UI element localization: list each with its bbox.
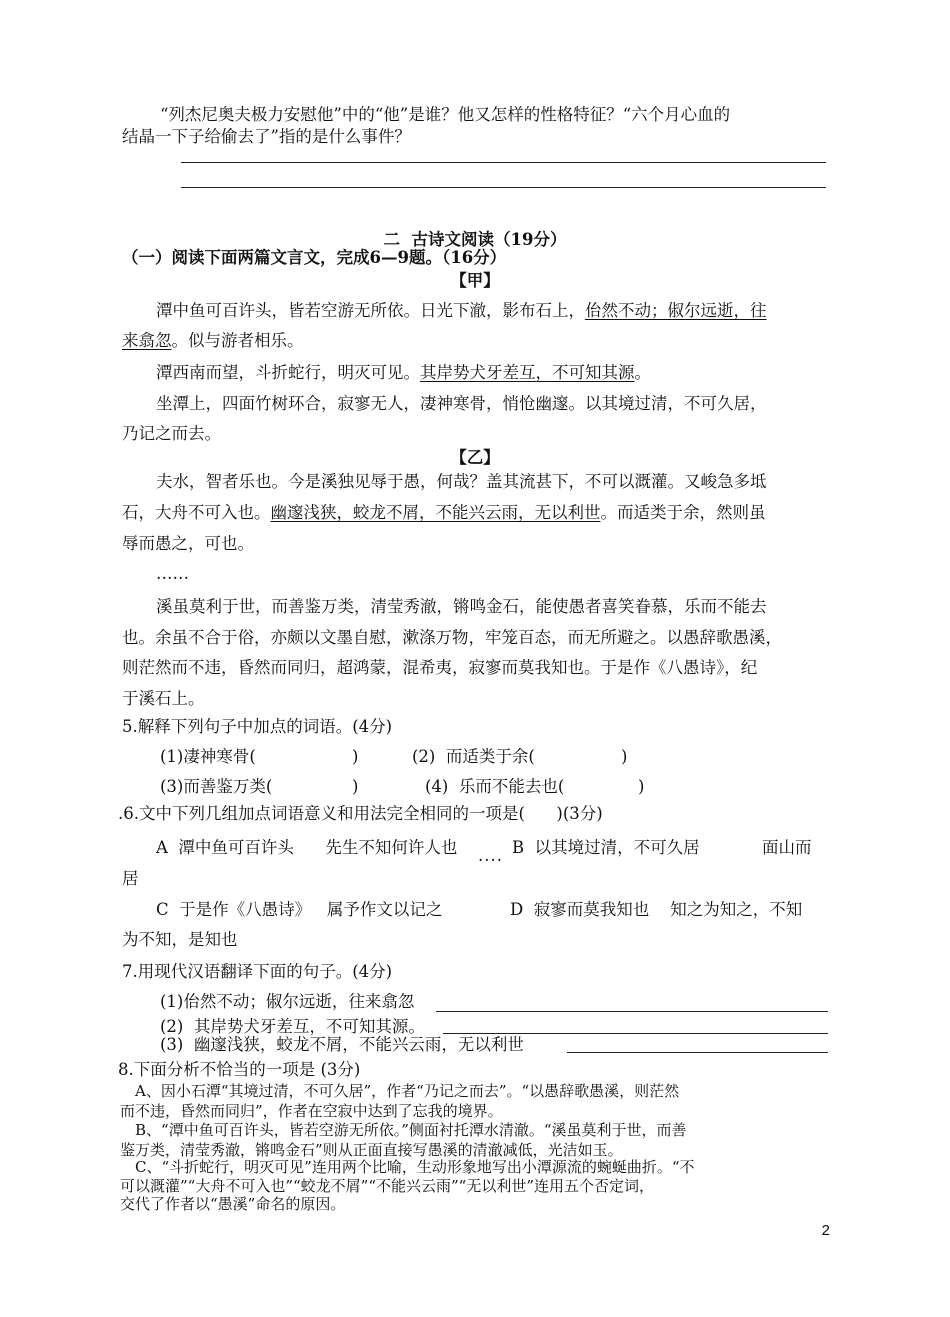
q8-option-c-line3: 交代了作者以“愚溪”命名的原因。 — [120, 1195, 346, 1213]
part-heading: （一）阅读下面两篇文言文，完成6—9题。（16分） — [122, 248, 507, 267]
q8-option-a-line2: 而不违，昏然而同归”，作者在空寂中达到了忘我的境界。 — [120, 1102, 503, 1120]
yi-paragraph-2b: 也。余虽不合于俗，亦颇以文墨自慰，漱涤万物，牢笼百态，而无所避之。以愚辞歌愚溪， — [122, 628, 782, 647]
yi-paragraph-2d: 于溪石上。 — [122, 689, 205, 708]
yi-paragraph-2c: 则茫然而不违，昏然而同归，超鸿蒙，混希夷，寂寥而莫我知也。于是作《八愚诗》，纪 — [122, 658, 758, 677]
page-number: 2 — [821, 1222, 830, 1239]
q6-option-b-end: 居 — [122, 869, 139, 888]
q5-stem: 5.解释下列句子中加点的词语。(4分) — [122, 717, 393, 736]
jia-paragraph-3b: 乃记之而去。 — [122, 424, 221, 443]
jia-paragraph-3a: 坐潭上，四面竹树环合，寂寥无人，凄神寒骨，悄怆幽邃。以其境过清，不可久居， — [156, 394, 767, 413]
q6-option-b-cont: 面山而 — [762, 838, 812, 857]
q6-option-d-end: 为不知，是知也 — [122, 930, 238, 949]
q5-item-3: (3)而善鉴万类( — [160, 777, 273, 796]
q8-option-c-line1: C、“斗折蛇行，明灭可见”连用两个比喻，生动形象地写出小潭源流的蜿蜒曲折。“不 — [135, 1158, 695, 1176]
yi-ellipsis: …… — [156, 564, 189, 583]
q6-option-c: C 于是作《八愚诗》 属予作文以记之 — [156, 900, 443, 919]
answer-line — [567, 1052, 828, 1053]
section-title: 二 古诗文阅读（19分） — [383, 230, 567, 249]
q8-option-b-line1: B、“潭中鱼可百许头，皆若空游无所依。”侧面衬托潭水清澈。“溪虽莫利于世，而善 — [135, 1121, 687, 1139]
answer-line — [436, 1011, 828, 1012]
answer-line — [181, 187, 826, 188]
q7-sentence-3: (3) 幽邃浅狭，蛟龙不屑，不能兴云雨，无以利世 — [160, 1035, 524, 1054]
q6-option-b: B 以其境过清，不可久居 — [512, 838, 700, 857]
passage-label-jia: 【甲】 — [450, 271, 500, 290]
yi-paragraph-1b: 石，大舟不可入也。幽邃浅狭，蛟龙不屑，不能兴云雨，无以利世。而适类于余，然则虽 — [122, 503, 766, 522]
passage-label-yi: 【乙】 — [450, 448, 500, 467]
q5-item-2-close: ) — [621, 747, 628, 766]
q6-option-d: D 寂寥而莫我知也 知之为知之，不知 — [510, 900, 803, 919]
question-intro-line1: “列杰尼奥夫极力安慰他”中的“他”是谁？他又怎样的性格特征？“六个月心血的 — [160, 105, 731, 124]
q8-stem: 8.下面分析不恰当的一项是 (3分) — [118, 1060, 361, 1079]
q7-sentence-1: (1)佁然不动；俶尔远逝，往来翕忽 — [160, 992, 415, 1011]
q5-item-2: (2) 而适类于余( — [412, 747, 535, 766]
q5-item-1-close: ) — [352, 747, 359, 766]
q5-item-3-close: ) — [352, 777, 359, 796]
emphasis-dots: .... — [478, 846, 503, 865]
yi-paragraph-1c: 辱而愚之，可也。 — [122, 534, 254, 553]
question-intro-line2: 结晶一下子给偷去了”指的是什么事件？ — [122, 127, 411, 146]
q8-option-a-line1: A、因小石潭“其境过清，不可久居”，作者“乃记之而去”。“以愚辞歌愚溪，则茫然 — [135, 1082, 680, 1100]
q8-option-b-line2: 鉴万类，清莹秀澈，锵鸣金石”则从正面直接写愚溪的清澈减低，光洁如玉。 — [120, 1141, 623, 1159]
jia-paragraph-2: 潭西南而望，斗折蛇行，明灭可见。其岸势犬牙差互，不可知其源。 — [156, 363, 651, 382]
q7-sentence-2: (2) 其岸势犬牙差互，不可知其源。 — [160, 1017, 425, 1036]
q7-stem: 7.用现代汉语翻译下面的句子。(4分) — [122, 962, 393, 981]
yi-paragraph-2a: 溪虽莫利于世，而善鉴万类，清莹秀澈，锵鸣金石，能使愚者喜笑眷慕，乐而不能去 — [156, 597, 767, 616]
jia-paragraph-1a: 潭中鱼可百许头，皆若空游无所依。日光下澈，影布石上，佁然不动；俶尔远逝，往 — [156, 301, 767, 320]
q5-item-4-close: ) — [638, 777, 645, 796]
yi-paragraph-1a: 夫水，智者乐也。今是溪独见辱于愚，何哉？盖其流甚下，不可以溉灌。又峻急多坻 — [156, 472, 767, 491]
q5-item-4: (4) 乐而不能去也( — [425, 777, 565, 796]
q6-option-a: A 潭中鱼可百许头 先生不知何许人也 — [156, 838, 458, 857]
jia-paragraph-1b: 来翕忽。似与游者相乐。 — [122, 331, 304, 350]
q5-item-1: (1)凄神寒骨( — [160, 747, 256, 766]
q6-stem: .6.文中下列几组加点词语意义和用法完全相同的一项是( )(3分) — [118, 804, 603, 823]
q8-option-c-line2: 可以溉灌”“大舟不可入也”“蛟龙不屑”“不能兴云雨”“无以利世”连用五个否定词， — [120, 1177, 655, 1195]
answer-line — [181, 162, 826, 163]
